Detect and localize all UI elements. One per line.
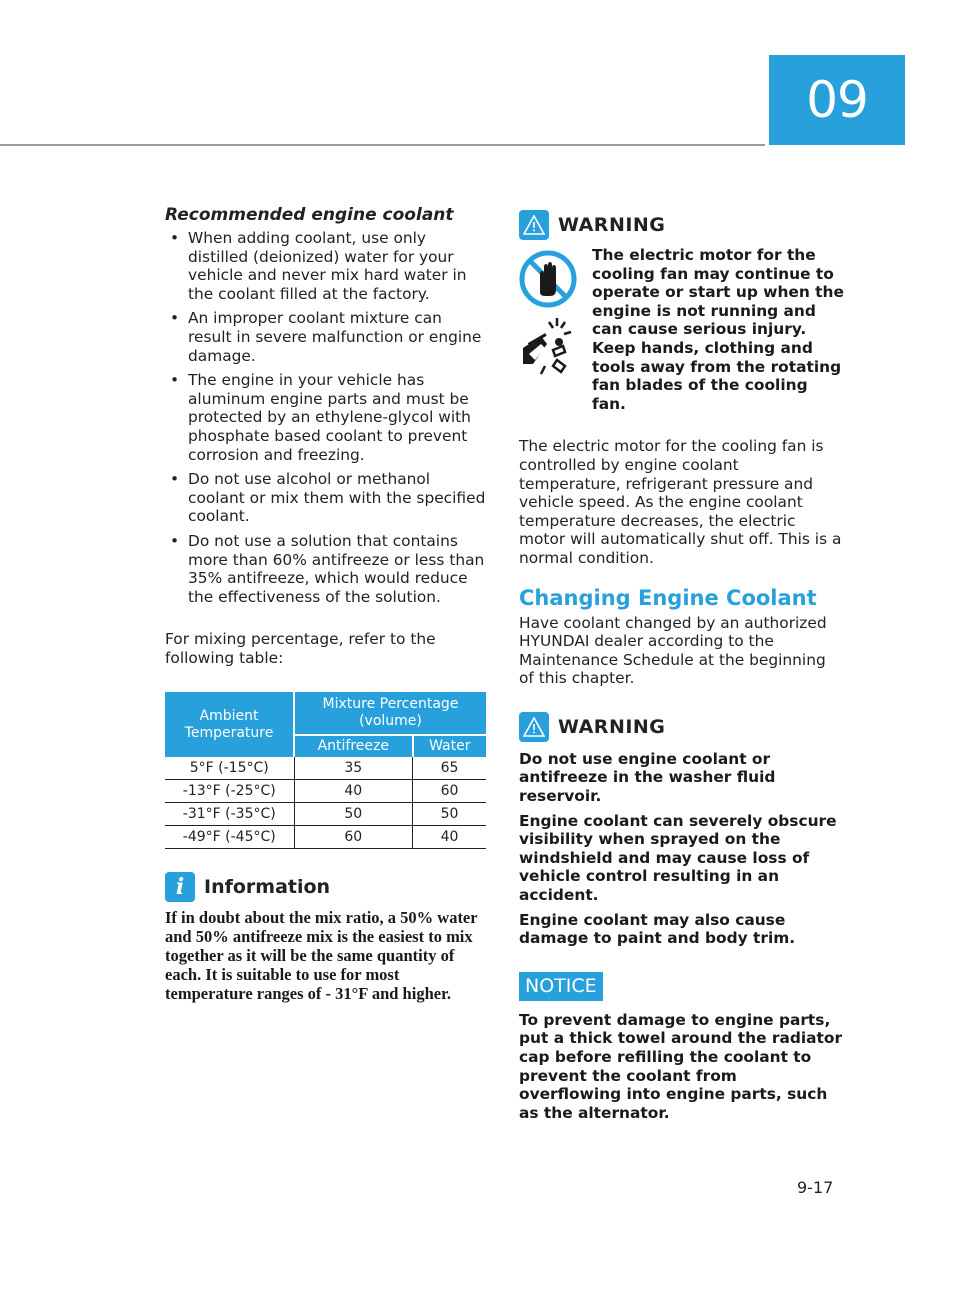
table-row: 5°F (-15°C) 35 65 <box>165 757 486 780</box>
warning-triangle-icon <box>519 712 549 742</box>
coolant-warning-p1: Do not use engine coolant or antifreeze in the washer fluid reservoir. <box>519 749 776 806</box>
bullet-dot-icon: • <box>170 531 180 550</box>
fan-paragraph: The electric motor for the cooling fan is controlled by engine coolant temperature, refrigerant pressure and vehicle speed. As the engine coolant temperature decreases, the electric motor will automatically shut off. This is a normal condition. <box>519 437 842 567</box>
information-text: If in doubt about the mix ratio, a 50% water and 50% antifreeze mix is the easiest to mix together as it will be the same quantity of each. It is suitable to use for most temperature ranges of - 31°F and higher. <box>165 908 478 1004</box>
fan-warning-text: The electric motor for the cooling fan may continue to operate or start up when the engine is not running and can cause serious injury. Keep hands, clothing and tools away from the rotating fan blades of the cooling fan. <box>592 246 844 413</box>
no-hands-icon <box>519 250 577 308</box>
bullet-dot-icon: • <box>170 309 180 328</box>
header-rule <box>0 144 765 146</box>
table-row: -31°F (-35°C) 50 50 <box>165 803 486 826</box>
notice-text: To prevent damage to engine parts, put a thick towel around the radiator cap before refilling the coolant to prevent the coolant from overflowing into engine parts, such as the alternator. <box>519 1010 843 1122</box>
header-water: Water <box>413 735 486 757</box>
list-item: • When adding coolant, use only distilled (deionized) water for your vehicle and never mix hard water in the coolant filled at the factory. <box>170 229 467 303</box>
warning-header <box>519 210 844 240</box>
bullet-dot-icon: • <box>170 470 180 489</box>
section-title: Changing Engine Coolant <box>519 585 817 610</box>
recommended-coolant-heading: Recommended engine coolant <box>165 205 454 225</box>
warning-title: WARNING <box>558 214 666 236</box>
warning-triangle-icon <box>519 210 549 240</box>
information-header <box>165 872 487 902</box>
page-number: 9-17 <box>797 1178 834 1197</box>
mixture-table <box>165 692 486 849</box>
mixing-intro: For mixing percentage, refer to the following table: <box>165 630 436 667</box>
warning-header <box>519 712 844 742</box>
left-column <box>165 205 487 1003</box>
chapter-tab: 09 <box>769 55 905 145</box>
header-ambient-temperature: Ambient Temperature <box>165 692 294 757</box>
section-text: Have coolant changed by an authorized HYUNDAI dealer according to the Maintenance Schedule at the beginning of this chapter. <box>519 613 827 688</box>
warning-pictograms <box>519 250 579 380</box>
warning-title: WARNING <box>558 715 666 738</box>
bullet-dot-icon: • <box>170 371 180 390</box>
list-item: • Do not use a solution that contains more than 60% antifreeze or less than 35% antifreeze, which would reduce the effectiveness of the solution. <box>170 531 485 606</box>
coolant-bullet-list <box>165 229 487 606</box>
list-item: • Do not use alcohol or methanol coolant or mix them with the specified coolant. <box>170 470 486 526</box>
fan-blade-hazard-icon <box>519 314 577 376</box>
information-icon: i <box>165 872 195 902</box>
header-antifreeze: Antifreeze <box>294 735 413 757</box>
list-item: • An improper coolant mixture can result in severe malfunction or engine damage. <box>170 309 482 365</box>
coolant-warning-p2: Engine coolant can severely obscure visibility when sprayed on the windshield and may cause loss of vehicle control resulting in an accident. <box>519 811 837 905</box>
header-mixture-percentage: Mixture Percentage (volume) <box>294 692 486 735</box>
notice-badge: NOTICE <box>519 972 603 1001</box>
table-row: -49°F (-45°C) 60 40 <box>165 826 486 849</box>
list-item: • The engine in your vehicle has aluminum engine parts and must be protected by an ethylene-glycol with phosphate based coolant to prevent corrosion and freezing. <box>170 371 471 464</box>
bullet-dot-icon: • <box>170 229 180 247</box>
notice-header <box>519 972 844 1001</box>
information-title: Information <box>204 876 331 899</box>
table-row: -13°F (-25°C) 40 60 <box>165 780 486 803</box>
coolant-warning-p3: Engine coolant may also cause damage to paint and body trim. <box>519 910 796 948</box>
